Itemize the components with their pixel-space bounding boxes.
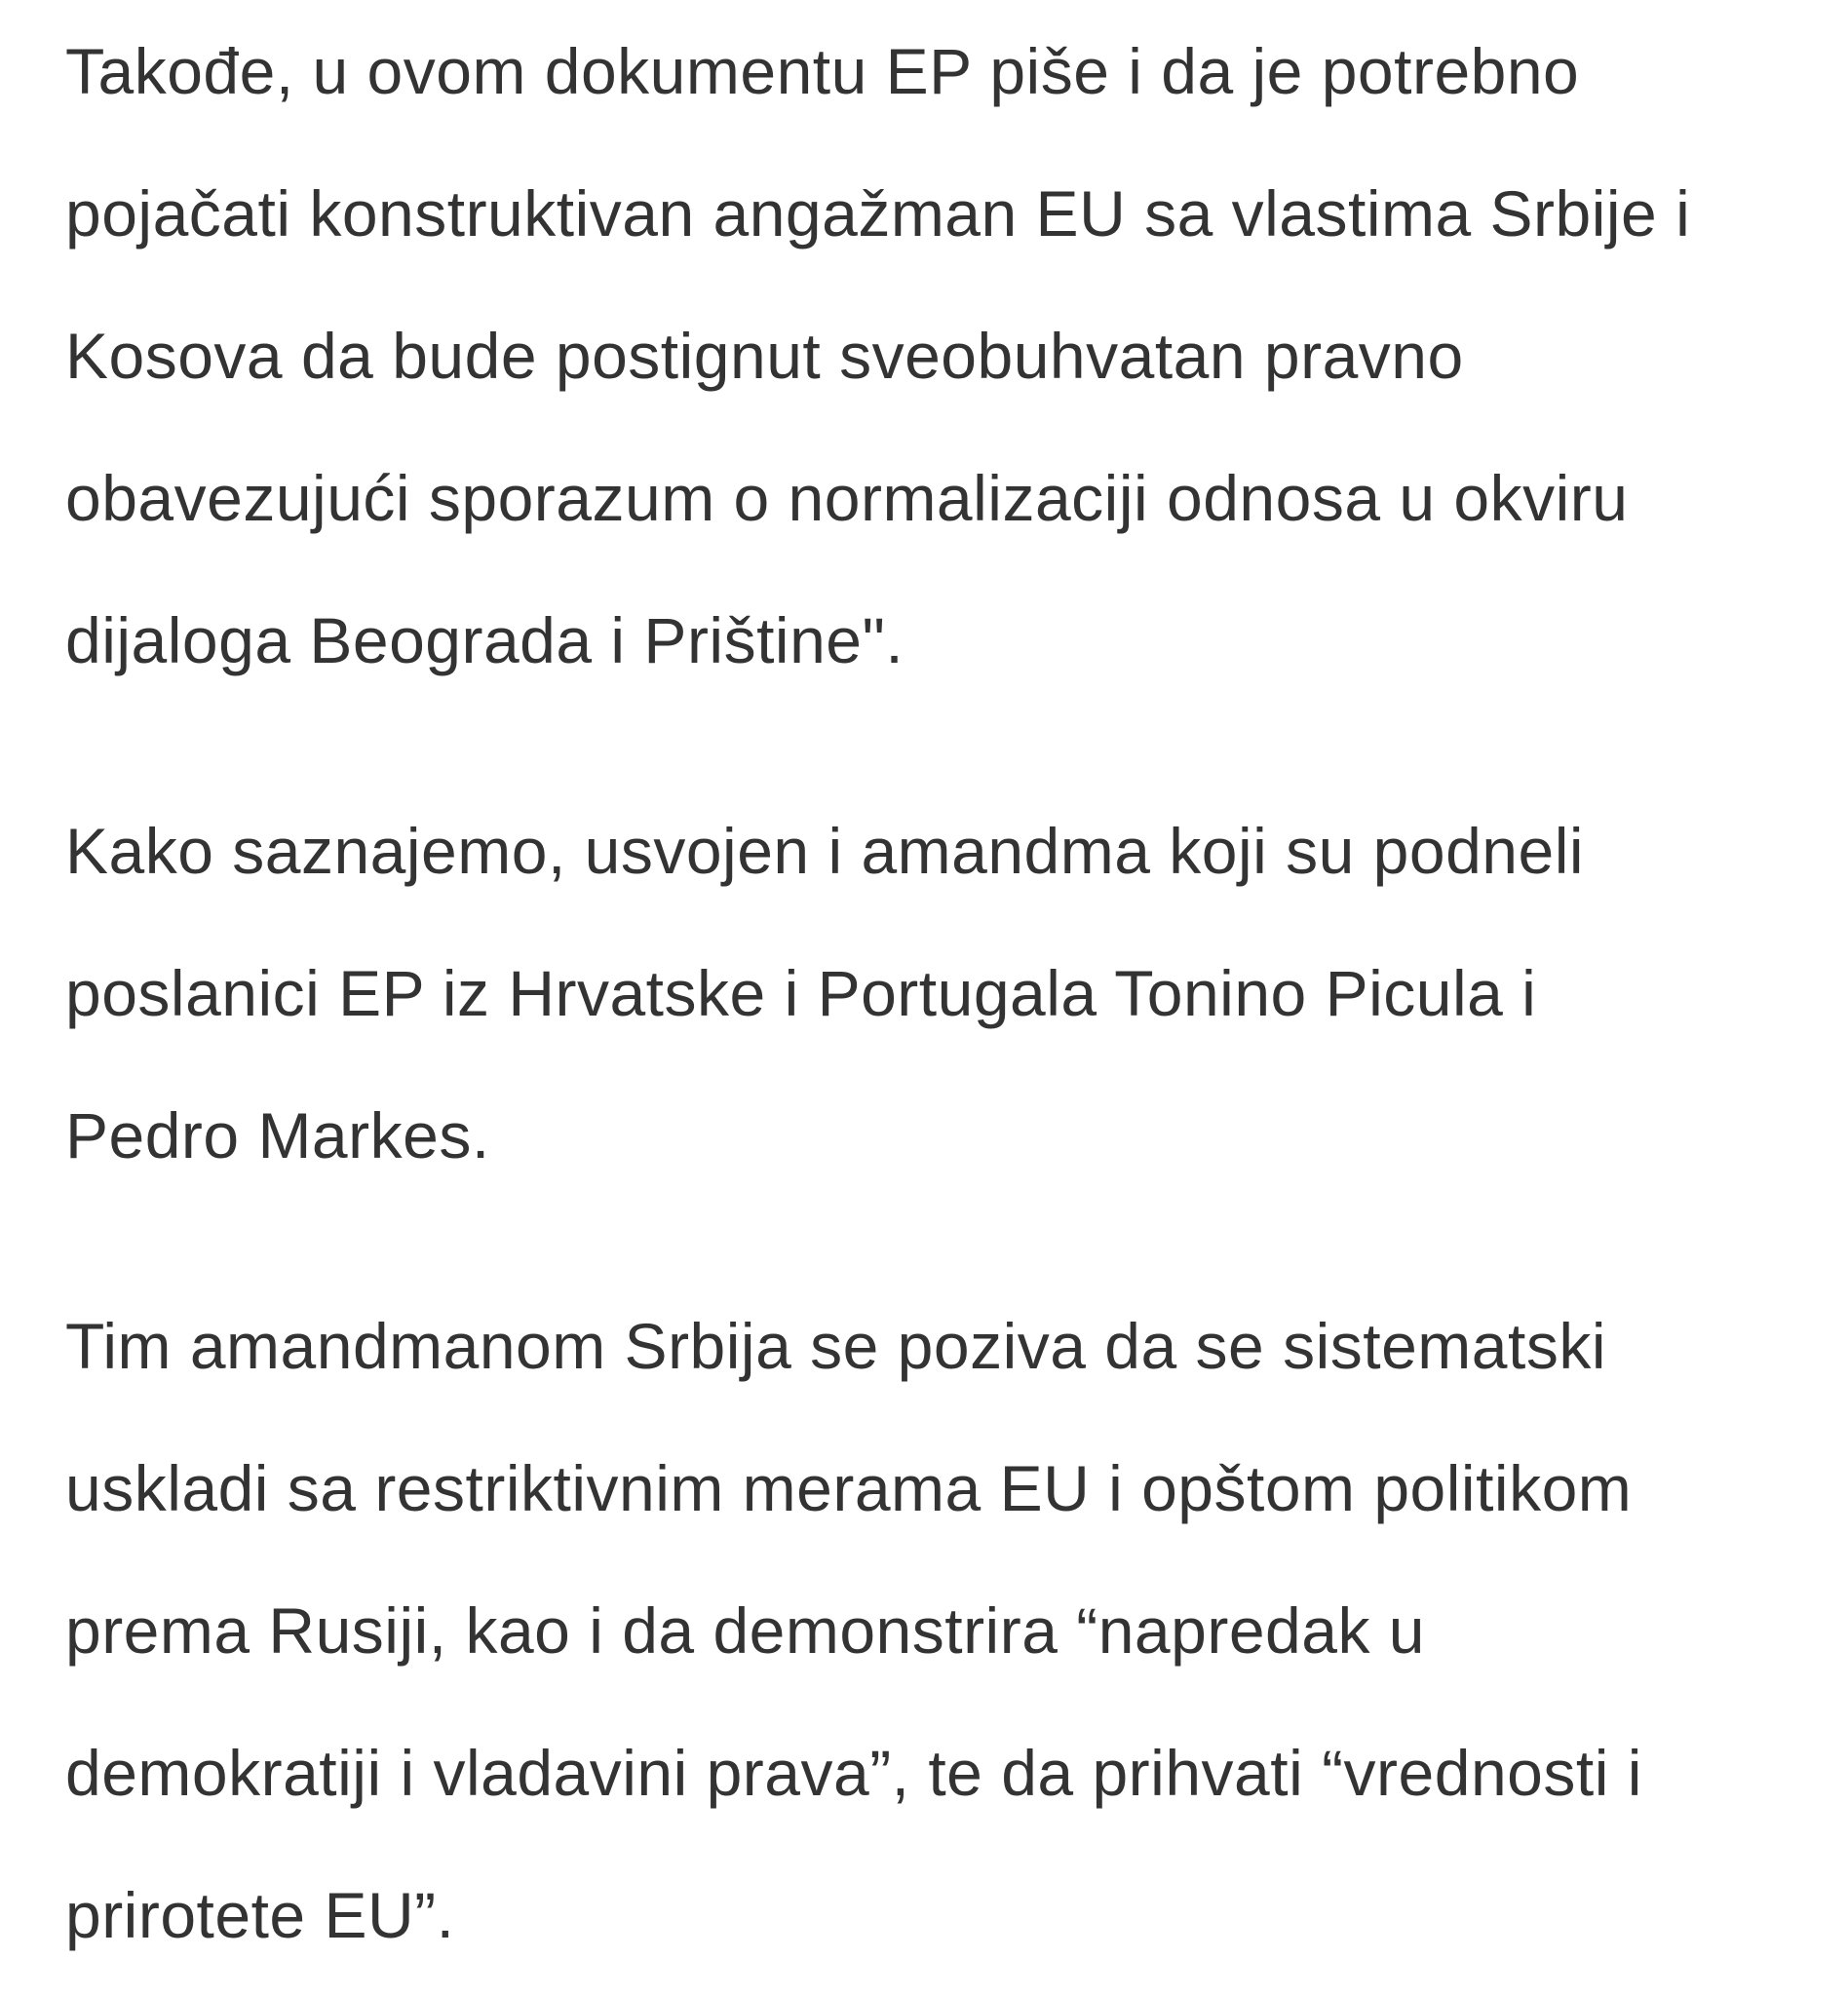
paragraph-line: Pedro Markes. xyxy=(65,1099,490,1171)
paragraph-spacer xyxy=(65,1207,1810,1275)
paragraph-line: prirotete EU”. xyxy=(65,1879,455,1951)
paragraph-line: demokratiji i vladavini prava”, te da prihvati “vrednosti i xyxy=(65,1737,1642,1809)
paragraph-line: pojačati konstruktivan angažman EU sa vlastima Srbije i xyxy=(65,177,1691,250)
article-body xyxy=(65,0,1810,1986)
paragraph-line: poslanici EP iz Hrvatske i Portugala Tonino Picula i xyxy=(65,957,1537,1029)
paragraph-2 xyxy=(65,780,1810,1207)
paragraph-line: uskladi sa restriktivnim merama EU i opštom politikom xyxy=(65,1452,1633,1524)
paragraph-line: Kako saznajemo, usvojen i amandma koji su podneli xyxy=(65,815,1585,887)
paragraph-3 xyxy=(65,1275,1810,1986)
paragraph-line: obavezujući sporazum o normalizaciji odnosa u okviru xyxy=(65,462,1629,534)
paragraph-line: Kosova da bude postignut sveobuhvatan pravno xyxy=(65,320,1464,392)
paragraph-line: dijaloga Beograda i Prištine". xyxy=(65,604,905,676)
paragraph-line: prema Rusiji, kao i da demonstrira “napredak u xyxy=(65,1594,1425,1667)
paragraph-1 xyxy=(65,0,1810,711)
paragraph-line: Tim amandmanom Srbija se poziva da se sistematski xyxy=(65,1310,1606,1382)
paragraph-spacer xyxy=(65,711,1810,780)
paragraph-line: Takođe, u ovom dokumentu EP piše i da je potrebno xyxy=(65,35,1580,107)
